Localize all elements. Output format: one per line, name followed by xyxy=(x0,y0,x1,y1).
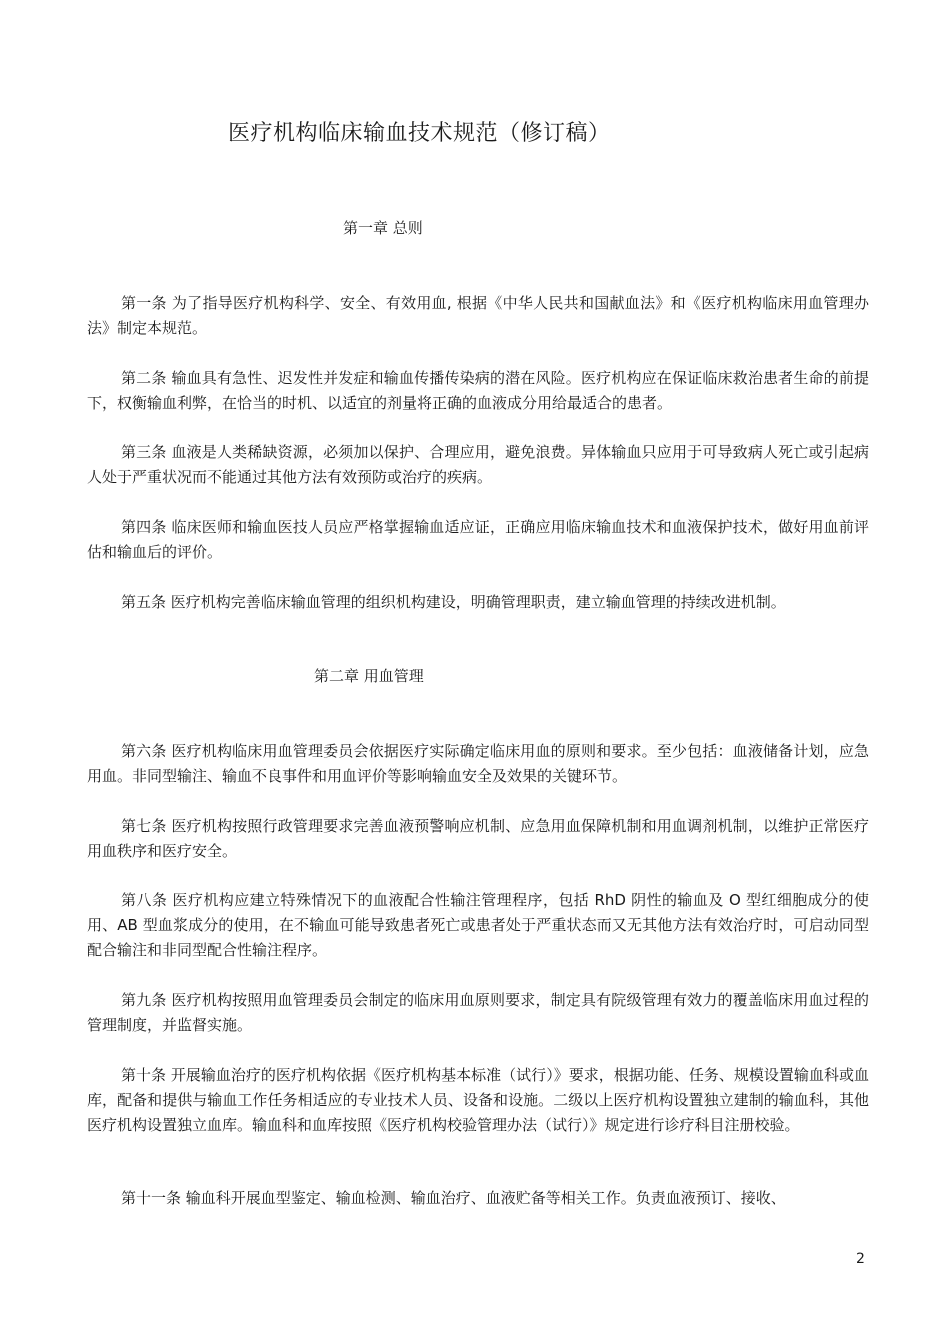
document-title: 医疗机构临床输血技术规范（修订稿） xyxy=(228,121,611,146)
article-4: 第四条 临床医师和输血医技人员应严格掌握输血适应证，正确应用临床输血技术和血液保护技术，做好用血前评估和输血后的评价。 xyxy=(87,518,869,561)
article-5: 第五条 医疗机构完善临床输血管理的组织机构建设，明确管理职责，建立输血管理的持续改进机制。 xyxy=(121,593,786,611)
chapter-heading-2: 第二章 用血管理 xyxy=(314,667,424,685)
article-9: 第九条 医疗机构按照用血管理委员会制定的临床用血原则要求，制定具有院级管理有效力的覆盖临床用血过程的管理制度，并监督实施。 xyxy=(87,991,869,1034)
article-2: 第二条 输血具有急性、迟发性并发症和输血传播传染病的潜在风险。医疗机构应在保证临床救治患者生命的前提下，权衡输血利弊，在恰当的时机、以适宜的剂量将正确的血液成分用给最适合的患者。 xyxy=(87,369,869,412)
article-7: 第七条 医疗机构按照行政管理要求完善血液预警响应机制、应急用血保障机制和用血调剂机制，以维护正常医疗用血秩序和医疗安全。 xyxy=(87,817,869,860)
article-11: 第十一条 输血科开展血型鉴定、输血检测、输血治疗、血液贮备等相关工作。负责血液预订、接收、 xyxy=(121,1189,786,1207)
article-10: 第十条 开展输血治疗的医疗机构依据《医疗机构基本标准（试行）》要求，根据功能、任务、规模设置输血科或血库，配备和提供与输血工作任务相适应的专业技术人员、设备和设施。二级以上医疗机构设置独立建制的输血科，其他医疗机构设置独立血库。输血科和血库按照《医疗机构校验管理办法（试行）》规定进行诊疗科目注册校验。 xyxy=(87,1066,869,1134)
article-3: 第三条 血液是人类稀缺资源，必须加以保护、合理应用，避免浪费。异体输血只应用于可导致病人死亡或引起病人处于严重状况而不能通过其他方法有效预防或治疗的疾病。 xyxy=(87,443,869,486)
article-1: 第一条 为了指导医疗机构科学、安全、有效用血, 根据《中华人民共和国献血法》和《医疗机构临床用血管理办法》制定本规范。 xyxy=(87,294,869,337)
article-6: 第六条 医疗机构临床用血管理委员会依据医疗实际确定临床用血的原则和要求。至少包括：血液储备计划，应急用血。非同型输注、输血不良事件和用血评价等影响输血安全及效果的关键环节。 xyxy=(87,742,869,785)
page-number: 2 xyxy=(856,1251,865,1267)
chapter-heading-1: 第一章 总则 xyxy=(343,219,423,237)
article-8: 第八条 医疗机构应建立特殊情况下的血液配合性输注管理程序，包括 RhD 阴性的输血及 O 型红细胞成分的使用、AB 型血浆成分的使用，在不输血可能导致患者死亡或患者处于严重状态而又无其他方法有效治疗时，可启动同型配合输注和非同型配合性输注程序。 xyxy=(87,891,869,959)
